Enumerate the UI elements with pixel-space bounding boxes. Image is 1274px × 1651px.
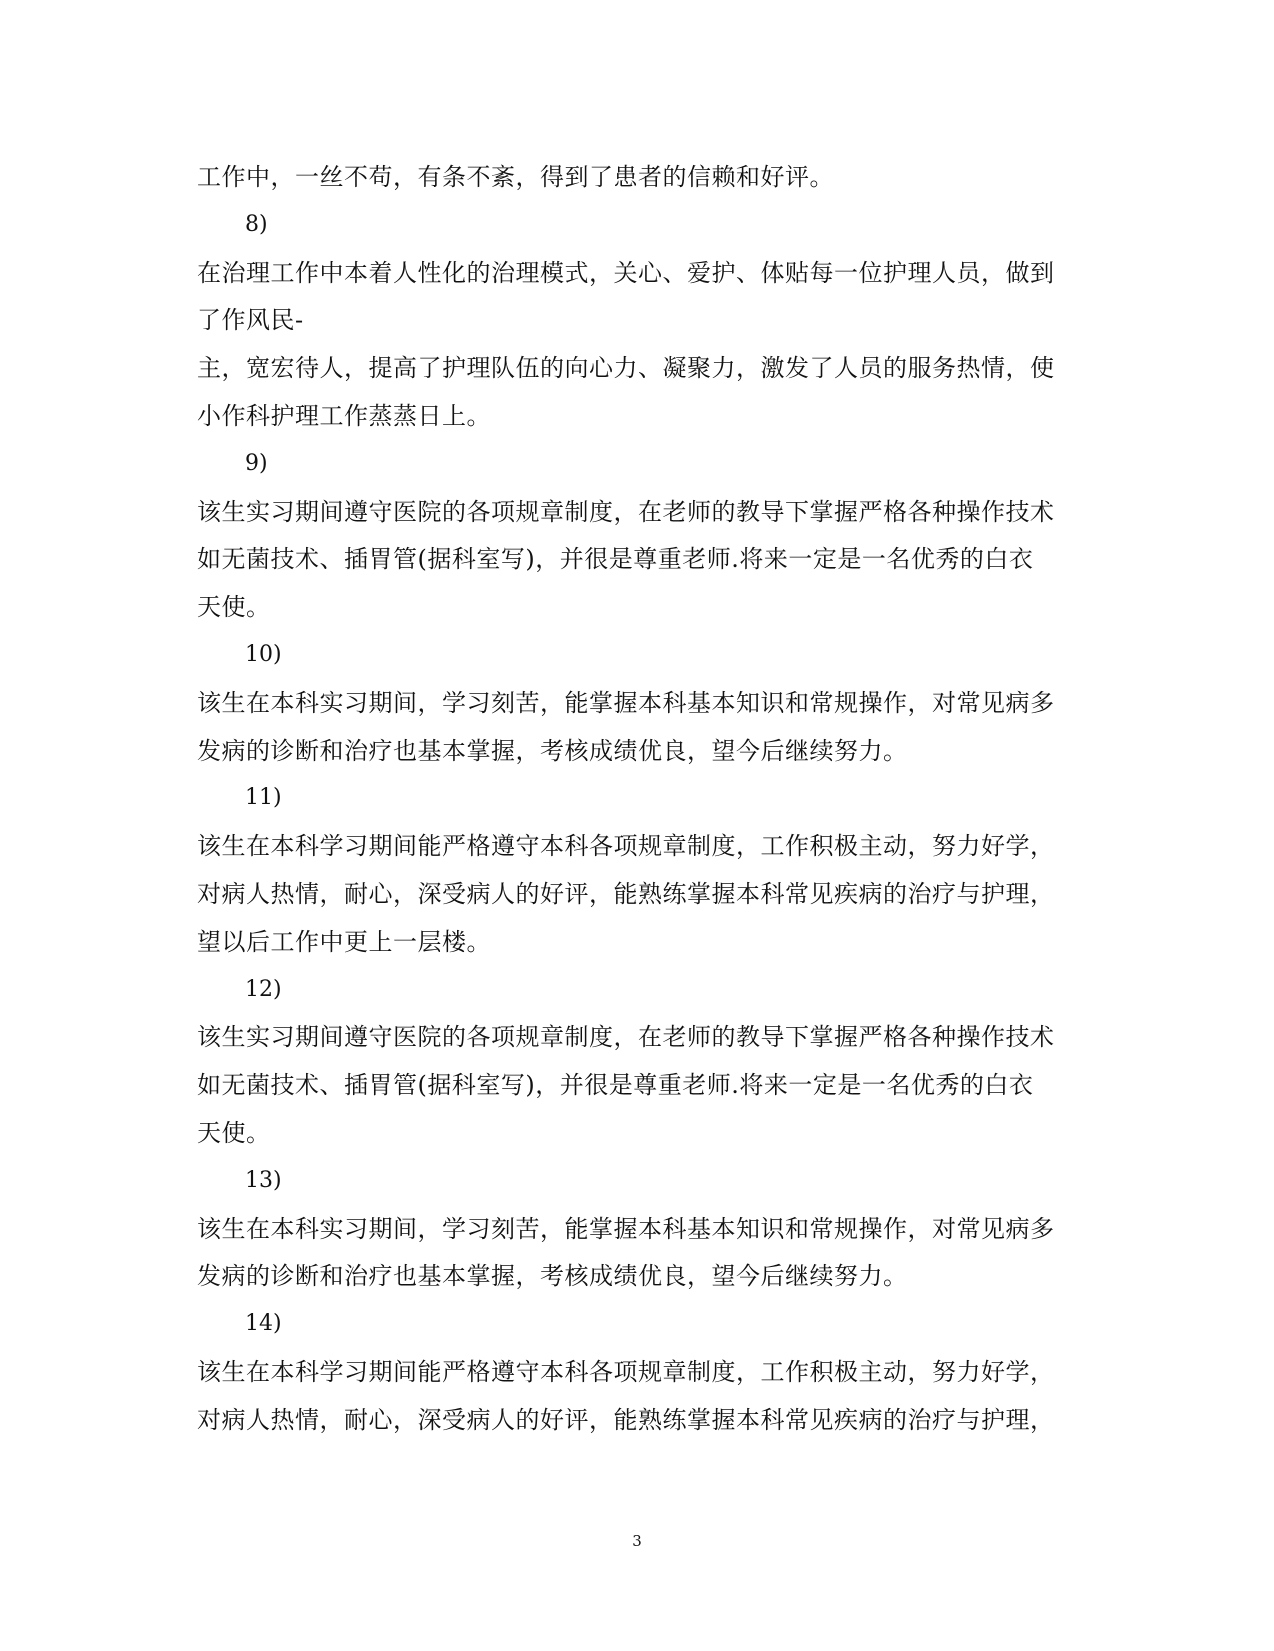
item-number: 8) [245,211,268,237]
text-line: 发病的诊断和治疗也基本掌握，考核成绩优良，望今后继续努力。 [197,736,908,765]
text-line: 天使。 [197,1119,271,1147]
page-number: 3 [632,1532,642,1550]
text-line: 望以后工作中更上一层楼。 [197,927,491,956]
text-line: 如无菌技术、插胃管(据科室写)，并很是尊重老师.将来一定是一名优秀的白衣 [197,545,1034,574]
text-line: 在治理工作中本着人性化的治理模式，关心、爱护、体贴每一位护理人员，做到 [197,258,1055,287]
text-line: 对病人热情，耐心，深受病人的好评，能熟练掌握本科常见疾病的治疗与护理， [197,1405,1055,1434]
item-number: 11) [245,785,282,811]
item-number: 14) [245,1311,282,1337]
text-line: 该生在本科实习期间，学习刻苦，能掌握本科基本知识和常规操作，对常见病多 [197,1214,1055,1243]
text-line: 该生实习期间遵守医院的各项规章制度，在老师的教导下掌握严格各种操作技术 [197,1023,1055,1052]
text-line: 了作风民- [197,306,304,335]
text-line: 该生在本科实习期间，学习刻苦，能掌握本科基本知识和常规操作，对常见病多 [197,688,1055,717]
text-line: 工作中，一丝不苟，有条不紊，得到了患者的信赖和好评。 [197,163,834,191]
text-line: 该生在本科学习期间能严格遵守本科各项规章制度，工作积极主动，努力好学， [197,832,1055,861]
item-number: 10) [245,642,282,667]
text-line: 如无菌技术、插胃管(据科室写)，并很是尊重老师.将来一定是一名优秀的白衣 [197,1071,1034,1100]
text-line: 小作科护理工作蒸蒸日上。 [197,402,491,430]
text-line: 主，宽宏待人，提高了护理队伍的向心力、凝聚力，激发了人员的服务热情，使 [197,354,1055,383]
text-line: 天使。 [197,593,271,622]
text-line: 发病的诊断和治疗也基本掌握，考核成绩优良，望今后继续努力。 [197,1262,908,1291]
item-number: 9) [245,450,268,476]
text-line: 该生实习期间遵守医院的各项规章制度，在老师的教导下掌握严格各种操作技术 [197,497,1055,526]
item-number: 12) [245,976,282,1002]
item-number: 13) [245,1167,282,1193]
text-line: 对病人热情，耐心，深受病人的好评，能熟练掌握本科常见疾病的治疗与护理， [197,880,1055,908]
text-line: 该生在本科学习期间能严格遵守本科各项规章制度，工作积极主动，努力好学， [197,1358,1055,1386]
